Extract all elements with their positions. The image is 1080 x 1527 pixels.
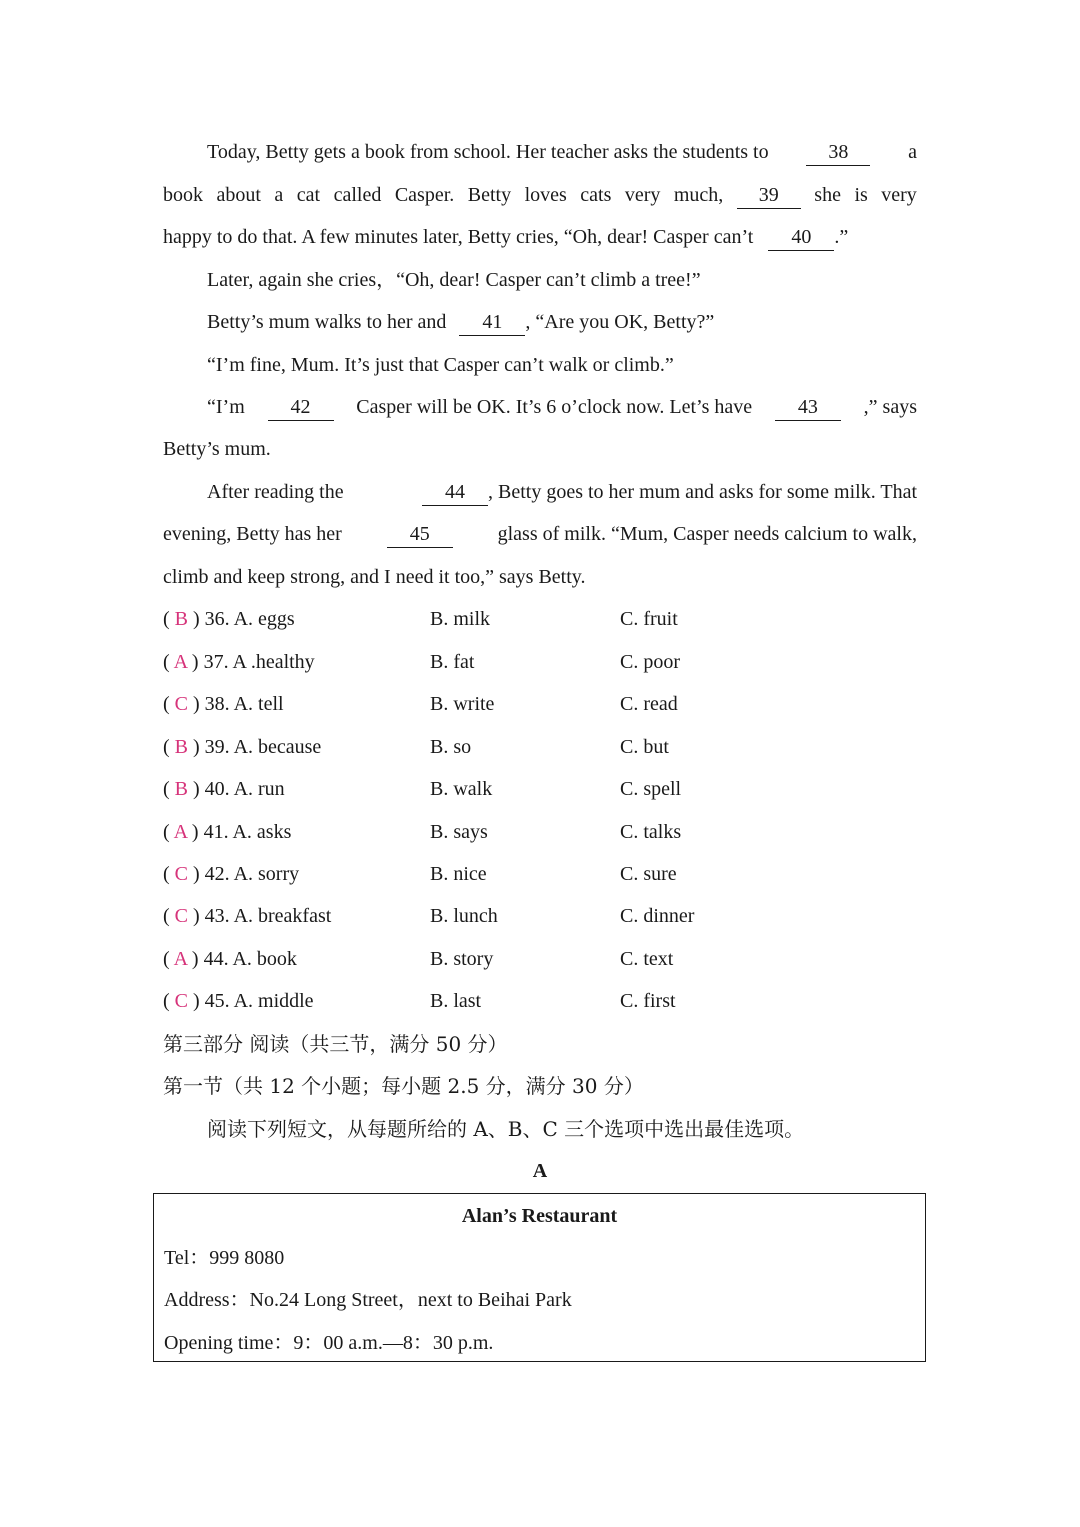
passage-line bbox=[163, 180, 917, 210]
word: book bbox=[163, 184, 203, 206]
question-row bbox=[163, 817, 863, 847]
subsection-heading: 第一节（共 12 个小题；每小题 2.5 分，满分 30 分） bbox=[163, 1074, 644, 1098]
passage-text: happy to do that. A few minutes later, Betty cries, “Oh, dear! Casper can’t bbox=[163, 226, 754, 248]
option-b: B. write bbox=[430, 693, 495, 715]
option-c: C. spell bbox=[620, 778, 682, 800]
blank-42: 42 bbox=[268, 396, 334, 421]
question-stem: ( C ) 42. A. sorry bbox=[163, 863, 300, 885]
answer-mark: C bbox=[174, 693, 189, 715]
answer-mark: B bbox=[174, 736, 189, 758]
question-stem: ( B ) 36. A. eggs bbox=[163, 608, 295, 630]
word: Casper. bbox=[394, 184, 455, 206]
option-b: B. nice bbox=[430, 863, 487, 885]
question-row bbox=[163, 732, 863, 762]
option-c: C. but bbox=[620, 736, 669, 758]
question-row bbox=[163, 689, 863, 719]
answer-mark: C bbox=[174, 905, 189, 927]
option-b: B. milk bbox=[430, 608, 491, 630]
blank-39: 39 bbox=[737, 184, 801, 209]
passage-text: a bbox=[908, 141, 917, 163]
question-row bbox=[163, 604, 863, 634]
passage-line: climb and keep strong, and I need it too,” says Betty. bbox=[163, 566, 586, 588]
option-b: B. story bbox=[430, 948, 494, 970]
blank-38: 38 bbox=[806, 141, 870, 166]
question-row bbox=[163, 859, 863, 889]
passage-text: After reading the bbox=[207, 481, 344, 503]
blank-group bbox=[422, 477, 917, 507]
word: called bbox=[333, 184, 382, 206]
blank-40: 40 bbox=[768, 226, 834, 251]
option-b: B. lunch bbox=[430, 905, 498, 927]
blank-45: 45 bbox=[387, 523, 453, 548]
passage-label: A bbox=[532, 1160, 548, 1182]
option-b: B. last bbox=[430, 990, 482, 1012]
word: cat bbox=[296, 184, 321, 206]
blank-44: 44 bbox=[422, 481, 488, 506]
word: much, bbox=[673, 184, 724, 206]
answer-mark: C bbox=[174, 990, 189, 1012]
restaurant-address: Address：No.24 Long Street，next to Beihai Park bbox=[164, 1289, 572, 1311]
passage-text: , “Are you OK, Betty?” bbox=[525, 311, 715, 333]
passage-text: , Betty goes to her mum and asks for some milk. That bbox=[487, 481, 917, 503]
passage-line bbox=[207, 307, 917, 337]
restaurant-tel: Tel：999 8080 bbox=[164, 1247, 285, 1269]
blank-43: 43 bbox=[775, 396, 841, 421]
question-stem: ( C ) 45. A. middle bbox=[163, 990, 314, 1012]
question-row bbox=[163, 901, 863, 931]
question-stem: ( A ) 44. A. book bbox=[163, 948, 297, 970]
instruction: 阅读下列短文，从每题所给的 A、B、C 三个选项中选出最佳选项。 bbox=[207, 1117, 805, 1141]
passage-line: Betty’s mum. bbox=[163, 438, 271, 460]
word: loves bbox=[524, 184, 567, 206]
option-b: B. fat bbox=[430, 651, 475, 673]
answer-mark: A bbox=[173, 651, 187, 673]
passage-text: ,” says bbox=[863, 396, 917, 418]
question-stem: ( A ) 37. A .healthy bbox=[163, 651, 315, 673]
question-row bbox=[163, 774, 863, 804]
option-c: C. first bbox=[620, 990, 676, 1012]
question-stem: ( C ) 38. A. tell bbox=[163, 693, 284, 715]
passage-line bbox=[163, 222, 903, 252]
passage-text: Today, Betty gets a book from school. Her teacher asks the students to bbox=[207, 141, 769, 163]
passage-text: Casper will be OK. It’s 6 o’clock now. Let’s have bbox=[356, 396, 753, 418]
passage-line bbox=[163, 519, 917, 549]
question-stem: ( A ) 41. A. asks bbox=[163, 821, 292, 843]
question-stem: ( C ) 43. A. breakfast bbox=[163, 905, 332, 927]
blank-41: 41 bbox=[459, 311, 525, 336]
passage-line: Later, again she cries，“Oh, dear! Casper can’t climb a tree!” bbox=[207, 269, 701, 291]
option-c: C. dinner bbox=[620, 905, 695, 927]
passage-line bbox=[207, 477, 917, 507]
option-c: C. sure bbox=[620, 863, 677, 885]
answer-mark: A bbox=[173, 821, 187, 843]
option-b: B. walk bbox=[430, 778, 493, 800]
option-b: B. so bbox=[430, 736, 472, 758]
option-c: C. fruit bbox=[620, 608, 678, 630]
restaurant-hours: Opening time：9：00 a.m.—8：30 p.m. bbox=[164, 1332, 494, 1354]
passage-text: glass of milk. “Mum, Casper needs calcium to walk, bbox=[497, 523, 917, 545]
answer-mark: A bbox=[173, 948, 187, 970]
option-b: B. says bbox=[430, 821, 488, 843]
passage-line bbox=[207, 137, 917, 167]
restaurant-title: Alan’s Restaurant bbox=[461, 1205, 618, 1227]
word: very bbox=[624, 184, 661, 206]
question-stem: ( B ) 40. A. run bbox=[163, 778, 285, 800]
answer-mark: B bbox=[174, 778, 189, 800]
question-row bbox=[163, 647, 863, 677]
passage-line: “I’m fine, Mum. It’s just that Casper can’t walk or climb.” bbox=[207, 354, 674, 376]
option-c: C. read bbox=[620, 693, 678, 715]
word: cats bbox=[580, 184, 612, 206]
notice-box bbox=[153, 1193, 926, 1362]
word: is bbox=[854, 184, 868, 206]
passage-text: “I’m bbox=[207, 396, 245, 418]
passage-text: evening, Betty has her bbox=[163, 523, 342, 545]
passage-line bbox=[207, 392, 917, 422]
passage-text: .” bbox=[834, 226, 849, 248]
passage-text: Betty’s mum walks to her and bbox=[207, 311, 447, 333]
question-row bbox=[163, 944, 863, 974]
section-heading: 第三部分 阅读（共三节，满分 50 分） bbox=[163, 1032, 508, 1056]
word: about bbox=[216, 184, 261, 206]
option-c: C. poor bbox=[620, 651, 680, 673]
answer-mark: B bbox=[174, 608, 189, 630]
question-stem: ( B ) 39. A. because bbox=[163, 736, 322, 758]
word: she bbox=[814, 184, 841, 206]
question-row bbox=[163, 986, 863, 1016]
word: very bbox=[881, 184, 917, 206]
word: Betty bbox=[467, 184, 512, 206]
option-c: C. text bbox=[620, 948, 674, 970]
answer-mark: C bbox=[174, 863, 189, 885]
word: a bbox=[274, 184, 284, 206]
option-c: C. talks bbox=[620, 821, 682, 843]
